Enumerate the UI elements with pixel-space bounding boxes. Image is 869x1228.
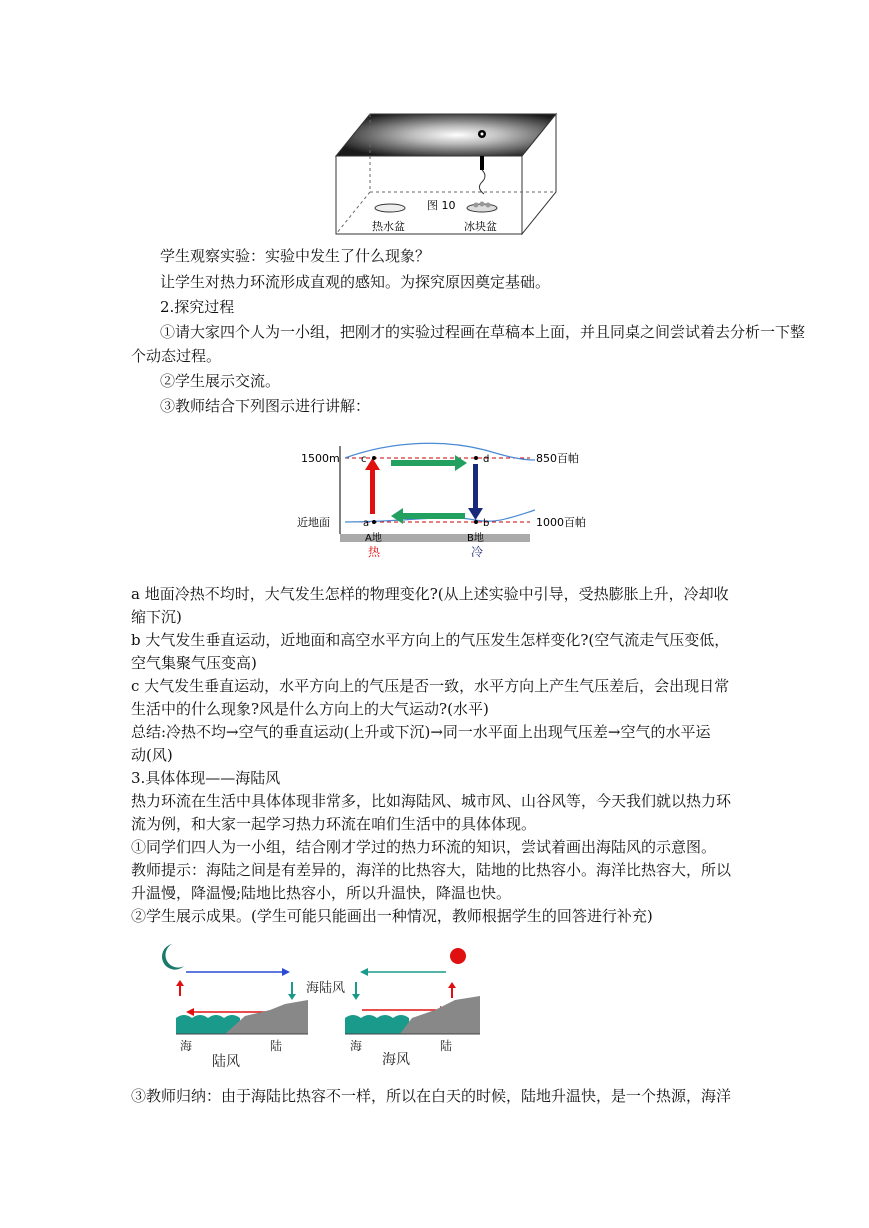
teacher-summary: ③教师归纳：由于海陆比热容不一样，所以在白天的时候，陆地升温快，是一个热源，海洋: [131, 1087, 732, 1105]
sea-land-breeze-title: 海陆风: [306, 981, 346, 996]
section3-intro-line1: 热力环流在生活中具体体现非常多，比如海陆风、城市风、山谷风等，今天我们就以热力环: [131, 792, 732, 810]
cold-basin-label: 冰块盆: [464, 220, 497, 233]
section3-step1: ①同学们四人为一小组，结合刚才学过的热力环流的知识，尝试着画出海陆风的示意图。: [131, 838, 717, 856]
section3-intro-line2: 流为例，和大家一起学习热力环流在咱们生活中的具体体现。: [131, 815, 537, 833]
question-a-line1: a 地面冷热不均时，大气发生怎样的物理变化?(从上述实验中引导，受热膨胀上升，冷却收: [131, 585, 729, 603]
teacher-hint-line1: 教师提示：海陆之间是有差异的，海洋的比热容大，陆地的比热容小。海洋比热容大，所以: [131, 861, 732, 879]
question-b-line1: b 大气发生垂直运动，近地面和高空水平方向上的气压发生怎样变化?(空气流走气压变低，: [131, 631, 730, 649]
pressure-850-label: 850百帕: [536, 452, 579, 465]
section3-step2: ②学生展示成果。(学生可能只能画出一种情况，教师根据学生的回答进行补充): [131, 907, 653, 925]
summary-line1: 总结:冷热不均→空气的垂直运动(上升或下沉)→同一水平面上出现气压差→空气的水平运: [131, 723, 711, 741]
summary-line2: 动(风): [131, 746, 173, 764]
question-a-line2: 缩下沉): [131, 608, 182, 626]
question-c-line1: c 大气发生垂直运动，水平方向上的气压是否一致，水平方向上产生气压差后，会出现日常: [131, 677, 730, 695]
step1-line1: ①请大家四个人为一小组，把刚才的实验过程画在草稿本上面，并且同桌之间尝试着去分析一下整: [160, 323, 806, 341]
teacher-hint-line2: 升温慢，降温慢;陆地比热容小，所以升温快，降温也快。: [131, 884, 512, 902]
point-d: d: [483, 454, 490, 465]
ground-label: 近地面: [297, 516, 330, 529]
question-c-line2: 生活中的什么现象?风是什么方向上的大气运动?(水平): [131, 700, 489, 718]
place-b-label: B地: [467, 533, 484, 544]
sea-land-breeze-figure: [150, 938, 490, 1073]
thermal-circulation-drawing: [295, 438, 595, 563]
sun-icon: [450, 948, 466, 964]
experiment-figure: [330, 110, 560, 240]
pressure-1000-label: 1000百帕: [536, 516, 586, 529]
thermal-circulation-figure: [295, 438, 595, 563]
place-a-label: A地: [365, 533, 382, 544]
left-land-label: 陆: [270, 1039, 283, 1053]
hot-basin-label: 热水盆: [372, 220, 405, 233]
section3-heading: 3.具体体现——海陆风: [131, 769, 281, 787]
figure1-caption: 图 10: [427, 199, 456, 212]
step1-line2: 个动态过程。: [131, 347, 222, 365]
moon-icon: [162, 944, 184, 970]
experiment-box-drawing: [330, 110, 560, 240]
point-c: c: [361, 454, 367, 465]
step2: ②学生展示交流。: [160, 372, 281, 390]
point-a: a: [363, 518, 370, 529]
right-land-label: 陆: [440, 1039, 453, 1053]
hot-label: 热: [368, 545, 381, 559]
cold-label: 冷: [471, 545, 484, 559]
sea-land-breeze-drawing: [150, 938, 490, 1073]
observe-question: 学生观察实验：实验中发生了什么现象？: [160, 247, 431, 265]
point-b: b: [483, 518, 490, 529]
land-breeze-label: 陆风: [212, 1054, 240, 1070]
question-b-line2: 空气集聚气压变高): [131, 654, 257, 672]
step3: ③教师结合下列图示进行讲解：: [160, 397, 371, 415]
intuitive-perception: 让学生对热力环流形成直观的感知。为探究原因奠定基础。: [160, 273, 551, 291]
exploration-heading: 2.探究过程: [160, 298, 235, 316]
sea-breeze-label: 海风: [382, 1052, 410, 1068]
altitude-label: 1500m: [301, 452, 340, 465]
left-sea-label: 海: [180, 1039, 193, 1053]
right-sea-label: 海: [350, 1039, 363, 1053]
